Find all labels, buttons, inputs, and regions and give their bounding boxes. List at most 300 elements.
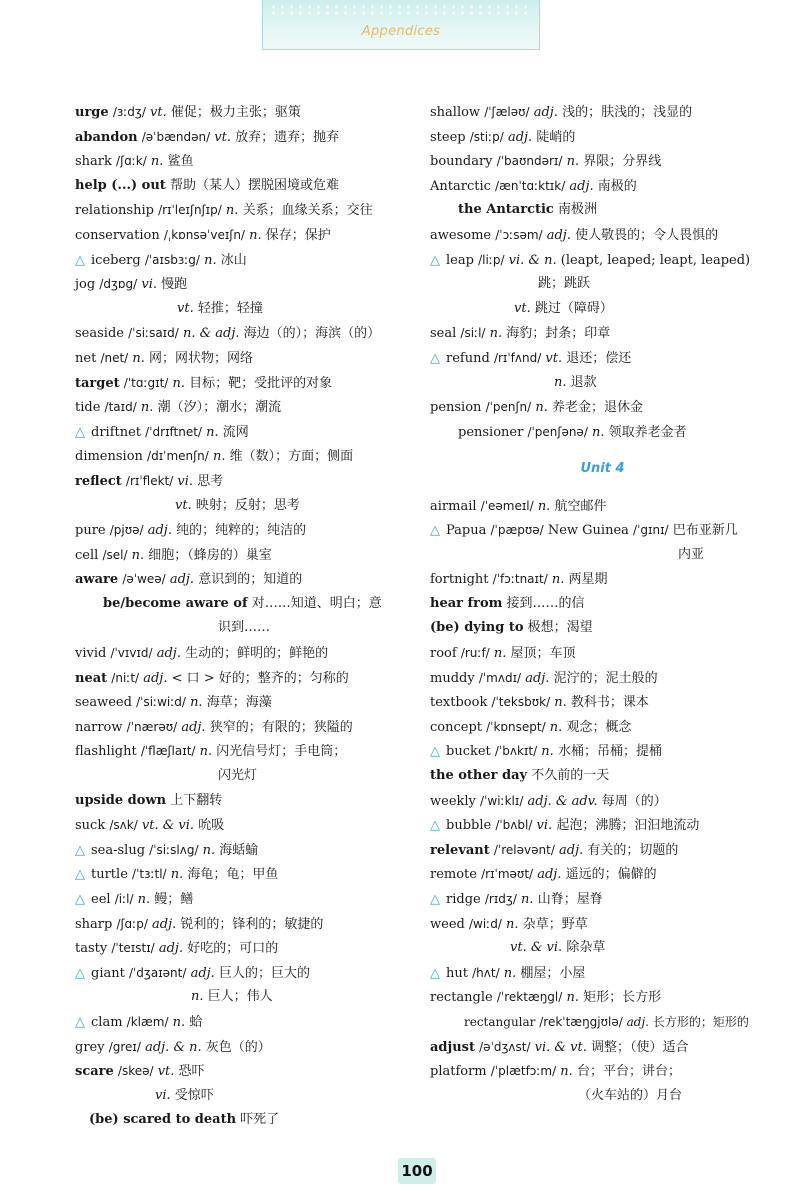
part-of-speech: vi. (141, 277, 157, 293)
pronunciation: /ˈdrɪftnet/ (145, 424, 202, 439)
definition: 浅的；肤浅的；浅显的 (562, 105, 693, 120)
headword: bucket (446, 744, 491, 760)
pronunciation: /skeə/ (117, 1064, 154, 1079)
glossary-entry (75, 346, 410, 371)
part-of-speech: n. (172, 1014, 186, 1030)
pronunciation: /siːl/ (460, 326, 486, 341)
headword: the other day (430, 768, 528, 784)
part-of-speech: vt. (545, 350, 563, 366)
pronunciation: /ˈrektæŋgl/ (496, 990, 563, 1005)
pronunciation: /əˈbændən/ (141, 129, 211, 144)
glossary-entry (75, 1084, 410, 1109)
headword: bubble (446, 818, 492, 834)
definition: 跳；跳跃 (538, 276, 591, 292)
definition: 对……知道、明白；意 (251, 595, 382, 611)
glossary-entry (75, 961, 410, 986)
definition: 每周（的） (601, 793, 667, 809)
definition: 鳗；鳝 (154, 892, 194, 907)
part-of-speech: vt. & vi. (141, 818, 195, 834)
part-of-speech: adj. (533, 105, 558, 120)
headword: giant (91, 965, 125, 981)
glossary-entry (430, 936, 775, 961)
part-of-speech: vt. (150, 105, 167, 120)
part-of-speech: n. (172, 375, 185, 391)
glossary-entry (75, 174, 410, 199)
triangle-icon: △ (75, 965, 85, 981)
glossary-entry (75, 469, 410, 494)
glossary-entry (75, 592, 410, 617)
headword: weekly (430, 793, 476, 809)
glossary-entry (430, 1084, 775, 1109)
part-of-speech: adj. (147, 523, 172, 539)
pronunciation: /rɪˈfʌnd/ (493, 350, 542, 365)
part-of-speech: n. (592, 424, 605, 440)
definition: 好吃的；可口的 (187, 941, 279, 957)
triangle-icon: △ (75, 867, 85, 883)
part-of-speech: adj. & n. (145, 1039, 202, 1055)
headword: turtle (91, 867, 128, 883)
definition: 生动的；鲜明的；鲜艳的 (185, 646, 329, 662)
definition: 鲨鱼 (167, 154, 194, 170)
glossary-entry (75, 149, 410, 174)
part-of-speech: n. (132, 350, 145, 366)
glossary-entry (75, 985, 410, 1010)
definition: 泥泞的；泥土般的 (553, 670, 658, 686)
pronunciation: /wiːd/ (468, 916, 502, 931)
headword: seaweed (75, 695, 132, 711)
glossary-entry (430, 198, 775, 223)
headword: aware (75, 572, 119, 588)
glossary-entry (430, 616, 775, 641)
triangle-icon: △ (430, 350, 440, 366)
definition: 内亚 (678, 546, 705, 562)
headword: abandon (75, 129, 138, 145)
glossary-entry (75, 813, 410, 838)
part-of-speech: adj. (626, 1014, 649, 1029)
glossary-entry (75, 838, 410, 863)
pronunciation: /dɪˈmenʃn/ (147, 449, 209, 464)
headword: conservation (75, 227, 160, 243)
part-of-speech: n. (489, 326, 503, 342)
part-of-speech: n. (560, 1064, 573, 1080)
headword: rectangle (430, 990, 493, 1006)
headword: be/become aware of (103, 595, 248, 611)
definition: 纯的；纯粹的；纯洁的 (176, 523, 307, 539)
headword: refund (446, 350, 490, 366)
triangle-icon: △ (75, 1014, 85, 1030)
headword: sharp (75, 916, 113, 932)
headword: the Antarctic (458, 202, 554, 218)
pronunciation: /ˈkɒnsept/ (486, 719, 546, 734)
glossary-entry (75, 862, 410, 887)
headword: weed (430, 916, 465, 932)
part-of-speech: n. (521, 892, 534, 907)
header-dots (269, 4, 533, 16)
headword: reflect (75, 473, 122, 489)
triangle-icon: △ (75, 842, 85, 858)
part-of-speech: n. (131, 547, 145, 563)
part-of-speech: n. (566, 154, 580, 170)
part-of-speech: n. (535, 400, 548, 416)
headword: sea-slug (91, 842, 146, 858)
part-of-speech: adj. (152, 916, 177, 932)
triangle-icon: △ (430, 892, 440, 907)
definition: 教科书；课本 (570, 695, 649, 711)
headword: textbook (430, 695, 488, 711)
glossary-entry (430, 494, 775, 519)
definition: 起泡；沸腾；汩汩地流动 (556, 818, 700, 834)
pronunciation: /ænˈtɑːktɪk/ (495, 178, 566, 193)
triangle-icon: △ (75, 252, 85, 268)
pronunciation: /ʃɑːp/ (116, 916, 148, 931)
headword: remote (430, 867, 477, 883)
glossary-entry (75, 666, 410, 691)
pronunciation: /ˈsiːsaɪd/ (128, 326, 179, 341)
triangle-icon: △ (75, 424, 85, 440)
pronunciation: /ˈdʒaɪənt/ (128, 965, 187, 980)
headword: boundary (430, 154, 493, 170)
pronunciation: /ˈreləvənt/ (493, 842, 555, 857)
definition: 轻推；轻撞 (197, 300, 263, 316)
glossary-entry (75, 764, 410, 789)
headword: leap (446, 252, 474, 268)
headword: help (...) out (75, 177, 166, 193)
glossary-entry (75, 297, 410, 322)
definition: 狭窄的；有限的；狭隘的 (209, 719, 353, 735)
headword: ridge (446, 892, 481, 907)
pronunciation: /ɜːdʒ/ (112, 105, 146, 119)
pronunciation: /ˈteksbʊk/ (491, 695, 551, 710)
pronunciation: /ˈsiːwiːd/ (136, 695, 186, 710)
definition: 细胞；（蜂房的）巢室 (148, 547, 272, 563)
glossary-entry (430, 223, 775, 248)
pronunciation: /rekˈtæŋgjʊlə/ (539, 1014, 623, 1029)
pronunciation: /ˈpenʃənə/ (527, 424, 588, 439)
pronunciation: /sel/ (102, 547, 128, 562)
part-of-speech: n. (202, 842, 216, 858)
definition: 闪光灯 (218, 768, 258, 784)
definition: (leapt, leaped; leapt, leaped) (560, 252, 751, 268)
part-of-speech: vi. (155, 1087, 171, 1103)
definition: 巴布亚新几 (672, 523, 738, 539)
definition: 吮吸 (198, 818, 225, 834)
glossary-entry (75, 789, 410, 814)
part-of-speech: n. (137, 892, 151, 907)
headword-extra: New Guinea (547, 523, 629, 539)
headword: driftnet (91, 424, 142, 440)
pronunciation: /hʌt/ (472, 965, 500, 980)
part-of-speech: n. (206, 424, 219, 440)
glossary-entry (75, 371, 410, 396)
definition: 关系；血缘关系；交往 (242, 203, 373, 219)
pronunciation: /liːp/ (478, 252, 505, 267)
definition: 映射；反射；思考 (195, 497, 300, 513)
pronunciation: /ˈnærəʊ/ (126, 719, 178, 734)
glossary-entry (75, 641, 410, 666)
glossary-entry (430, 764, 775, 789)
pronunciation: /ˈbaʊndərɪ/ (496, 154, 563, 169)
part-of-speech: vt. (157, 1064, 175, 1080)
glossary-entry (75, 198, 410, 223)
part-of-speech: vt. (175, 497, 192, 513)
pronunciation: /ˈvɪvɪd/ (110, 646, 153, 661)
glossary-entry (430, 100, 775, 125)
glossary-entry (75, 494, 410, 519)
glossary-entry (75, 395, 410, 420)
definition: 放弃；遗弃；抛弃 (235, 129, 340, 145)
headword: pensioner (458, 424, 524, 440)
headword: cell (75, 547, 99, 563)
pronunciation: /ˈflæʃlaɪt/ (140, 744, 196, 759)
header-title: Appendices (361, 24, 441, 39)
definition: 观念；概念 (566, 719, 632, 735)
pronunciation-2: /ˈgɪnɪ/ (633, 523, 669, 538)
definition: 识到…… (218, 620, 271, 636)
glossary-entry (75, 1010, 410, 1035)
right-column (430, 100, 775, 1108)
headword: flashlight (75, 744, 137, 760)
part-of-speech: vi. & vt. (534, 1039, 587, 1055)
headword: hut (446, 965, 468, 981)
headword: suck (75, 818, 106, 834)
headword: tide (75, 400, 101, 416)
definition: 南极洲 (557, 202, 597, 218)
definition: 退款 (570, 374, 597, 390)
headword: concept (430, 719, 482, 735)
glossary-entry (430, 248, 775, 273)
pronunciation: /rɪˈflekt/ (125, 473, 174, 488)
headword: neat (75, 670, 108, 686)
headword: shark (75, 154, 112, 170)
definition: 海豹；封条；印章 (506, 326, 611, 342)
headword: relevant (430, 842, 490, 858)
definition: 上下翻转 (170, 792, 223, 808)
definition: 界限；分界线 (583, 154, 662, 170)
glossary-entry (430, 862, 775, 887)
part-of-speech: vi. (177, 473, 194, 489)
glossary-entry (75, 616, 410, 641)
definition: 冰山 (220, 252, 247, 268)
definition: 闪光信号灯；手电筒； (216, 744, 347, 760)
headword: shallow (430, 105, 481, 120)
glossary-entry (75, 543, 410, 568)
definition: 灰色（的） (205, 1039, 271, 1055)
glossary-entry (75, 1108, 410, 1133)
glossary-entry (75, 739, 410, 764)
triangle-icon: △ (430, 252, 440, 268)
pronunciation: /taɪd/ (104, 400, 137, 415)
glossary-entry (430, 1059, 775, 1084)
definition: 受惊吓 (174, 1087, 214, 1103)
glossary-entry (75, 715, 410, 740)
definition: 使人敬畏的；令人畏惧的 (575, 227, 719, 243)
definition: 网；网状物；网络 (149, 350, 254, 366)
definition: 海蛞蝓 (219, 842, 259, 858)
pronunciation: /ˈtɑːgɪt/ (123, 375, 169, 390)
definition: 极想；渴望 (527, 620, 593, 636)
pronunciation: /ˈplætfɔːm/ (490, 1064, 557, 1079)
part-of-speech: n. (503, 965, 517, 981)
definition: 除杂草 (566, 940, 606, 956)
part-of-speech: n. (150, 154, 164, 170)
left-column (75, 100, 410, 1133)
part-of-speech: n. & adj. (182, 326, 240, 342)
headword: target (75, 375, 120, 391)
glossary-entry (430, 395, 775, 420)
glossary-entry (430, 567, 775, 592)
definition: 海边（的）；海滨（的） (243, 326, 381, 342)
headword: roof (430, 646, 457, 662)
headword: pure (75, 523, 106, 539)
glossary-entry (430, 813, 775, 838)
definition: < 口 > 好的；整齐的；匀称的 (171, 670, 349, 686)
part-of-speech: adj. (143, 670, 168, 686)
definition: 维（数）；方面；侧面 (229, 449, 354, 465)
definition: 遥远的；偏僻的 (565, 867, 657, 883)
pronunciation: /ˈbʌkɪt/ (494, 744, 538, 759)
definition: 海龟；龟；甲鱼 (187, 867, 279, 883)
part-of-speech: adj. (190, 965, 215, 981)
definition: 思考 (197, 473, 224, 489)
part-of-speech: vt. & vi. (510, 940, 563, 956)
definition: 潮（汐）；潮水；潮流 (157, 400, 282, 416)
triangle-icon: △ (430, 965, 440, 981)
headword: relationship (75, 203, 154, 219)
part-of-speech: adj. (537, 867, 562, 883)
glossary-entry (430, 125, 775, 150)
pronunciation: /dʒɒg/ (99, 277, 138, 292)
pronunciation: /ˈwiːklɪ/ (480, 793, 524, 808)
definition: 保存；保护 (265, 227, 331, 243)
glossary-entry (75, 1035, 410, 1060)
headword: scare (75, 1064, 114, 1080)
glossary-entry (430, 739, 775, 764)
pronunciation: /ˈeəmeɪl/ (480, 498, 534, 513)
pronunciation: /pjʊə/ (109, 523, 144, 538)
glossary-entry (75, 887, 410, 912)
headword: Antarctic (430, 178, 491, 194)
right-column-part-b (430, 494, 775, 1109)
part-of-speech: n. (170, 867, 184, 883)
definition: 跳过（障碍） (534, 300, 613, 316)
part-of-speech: n. (204, 252, 217, 268)
part-of-speech: vi. & n. (508, 252, 557, 268)
definition: 慢跑 (161, 277, 188, 293)
pronunciation: /ˈmʌdɪ/ (478, 670, 522, 685)
pronunciation: /iːl/ (114, 892, 134, 906)
part-of-speech: n. (554, 695, 567, 711)
part-of-speech: n. (225, 203, 239, 219)
definition: 棚屋；小屋 (520, 965, 586, 981)
part-of-speech: adj. (569, 178, 594, 194)
headword: Papua (446, 523, 487, 539)
glossary-entry (75, 321, 410, 346)
page-number: 100 (398, 1158, 436, 1184)
glossary-entry (75, 1059, 410, 1084)
definition: 航空邮件 (554, 498, 607, 514)
part-of-speech: adj. & adv. (527, 793, 598, 809)
definition: 海草；海藻 (206, 695, 272, 711)
glossary-entry (75, 248, 410, 273)
part-of-speech: adj. (169, 572, 195, 588)
glossary-entry (430, 297, 775, 322)
pronunciation: /ˈpenʃn/ (485, 400, 532, 415)
headword: seal (430, 326, 457, 342)
glossary-entry (430, 912, 775, 937)
definition: 目标；靶；受批评的对象 (189, 375, 333, 391)
part-of-speech: n. (140, 400, 154, 416)
glossary-entry (430, 1010, 775, 1035)
glossary-entry (430, 715, 775, 740)
definition: 矩形；长方形 (583, 990, 662, 1006)
glossary-entry (430, 174, 775, 199)
headword: dimension (75, 449, 143, 465)
definition: 水桶；吊桶；提桶 (557, 744, 662, 760)
part-of-speech: n. (493, 646, 507, 662)
glossary-entry (430, 666, 775, 691)
part-of-speech: n. (541, 744, 554, 760)
glossary-entry (430, 789, 775, 814)
glossary-entry (430, 838, 775, 863)
pronunciation: /ˈsiːslʌg/ (149, 842, 199, 857)
pronunciation: /əˈdʒʌst/ (479, 1039, 531, 1054)
definition: 两星期 (568, 572, 608, 588)
pronunciation: /sʌk/ (109, 818, 138, 833)
glossary-entry (430, 961, 775, 986)
definition: 蛤 (189, 1014, 203, 1030)
headword: tasty (75, 941, 108, 957)
part-of-speech: adj. (546, 227, 571, 243)
triangle-icon: △ (430, 744, 440, 760)
glossary-entry (430, 346, 775, 371)
definition: 接到……的信 (506, 595, 585, 611)
part-of-speech: adj. (156, 646, 181, 662)
definition: 长方形的；矩形的 (652, 1014, 749, 1029)
pronunciation: /ˈtɜːtl/ (132, 867, 167, 882)
headword: muddy (430, 670, 475, 686)
part-of-speech: n. (212, 449, 226, 465)
headword: fortnight (430, 572, 489, 588)
glossary-entry (430, 420, 775, 445)
part-of-speech: adj. (507, 129, 533, 145)
pronunciation: /rɪˈleɪʃnʃɪp/ (158, 203, 222, 218)
part-of-speech: adj. (525, 670, 550, 686)
part-of-speech: n. (199, 744, 213, 760)
definition: 领取养老金者 (608, 424, 687, 440)
pronunciation: /ˈteɪstɪ/ (111, 941, 155, 956)
headword: airmail (430, 498, 477, 514)
glossary-entry (430, 518, 775, 543)
pronunciation: /ˈpæpʊə/ (490, 523, 544, 538)
pronunciation: /ˌkɒnsəˈveɪʃn/ (163, 227, 245, 242)
part-of-speech: n. (551, 572, 565, 588)
glossary-entry (75, 518, 410, 543)
definition: 不久前的一天 (531, 768, 610, 784)
definition: 山脊；屋脊 (537, 892, 603, 907)
triangle-icon: △ (430, 523, 440, 539)
definition: 杂草；野草 (522, 916, 588, 932)
headword: platform (430, 1064, 487, 1080)
pronunciation: /ˈbʌbl/ (495, 818, 533, 833)
definition: 帮助（某人）摆脱困境或危难 (169, 177, 339, 193)
pronunciation: /stiːp/ (469, 129, 504, 144)
part-of-speech: n. (537, 498, 551, 514)
glossary-entry (430, 985, 775, 1010)
headword: eel (91, 892, 111, 907)
headword: vivid (75, 646, 107, 662)
part-of-speech: n. (506, 916, 519, 932)
definition: 陡峭的 (536, 129, 576, 145)
